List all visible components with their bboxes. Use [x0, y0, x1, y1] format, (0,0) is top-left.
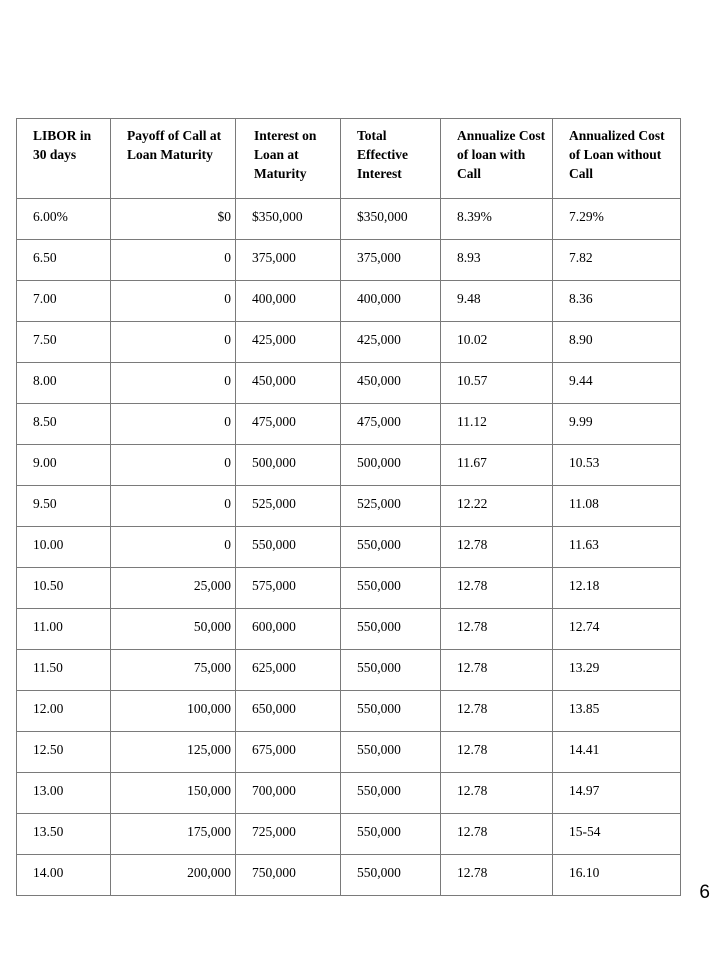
cost-without-call-cell: 11.63: [553, 527, 681, 568]
header-cost-without-call: Annualized Cost of Loan without Call: [553, 119, 681, 199]
libor-cell: 12.50: [17, 732, 111, 773]
table-row: [17, 363, 681, 404]
interest-cell: 675,000: [236, 732, 341, 773]
table-body: [17, 199, 681, 896]
total-interest-cell: 550,000: [341, 527, 441, 568]
call-payoff-cell: 100,000: [111, 691, 236, 732]
interest-cell: 700,000: [236, 773, 341, 814]
table-row: [17, 199, 681, 240]
cost-without-call-cell: 12.74: [553, 609, 681, 650]
interest-cell: 525,000: [236, 486, 341, 527]
total-interest-cell: 550,000: [341, 609, 441, 650]
cost-with-call-cell: 12.22: [441, 486, 553, 527]
libor-cell: 13.50: [17, 814, 111, 855]
interest-cell: 650,000: [236, 691, 341, 732]
cost-without-call-cell: 13.85: [553, 691, 681, 732]
cost-with-call-cell: 10.57: [441, 363, 553, 404]
interest-cell: 750,000: [236, 855, 341, 896]
cost-without-call-cell: 14.41: [553, 732, 681, 773]
cost-without-call-cell: 9.99: [553, 404, 681, 445]
interest-cell: 400,000: [236, 281, 341, 322]
interest-cell: 375,000: [236, 240, 341, 281]
header-interest-on-loan: Interest on Loan at Maturity: [236, 119, 341, 199]
libor-cell: 11.50: [17, 650, 111, 691]
libor-cell: 9.50: [17, 486, 111, 527]
libor-cell: 7.50: [17, 322, 111, 363]
cost-with-call-cell: 12.78: [441, 732, 553, 773]
call-payoff-cell: 50,000: [111, 609, 236, 650]
page-number: 6: [699, 882, 710, 903]
table-row: [17, 486, 681, 527]
table-row: [17, 691, 681, 732]
header-call-payoff: Payoff of Call at Loan Maturity: [111, 119, 236, 199]
call-payoff-cell: 0: [111, 363, 236, 404]
table-row: [17, 814, 681, 855]
cost-with-call-cell: 12.78: [441, 609, 553, 650]
call-payoff-cell: 200,000: [111, 855, 236, 896]
loan-cost-table: [16, 118, 681, 896]
libor-cell: 6.50: [17, 240, 111, 281]
call-payoff-cell: 150,000: [111, 773, 236, 814]
table-row: [17, 527, 681, 568]
cost-with-call-cell: 11.12: [441, 404, 553, 445]
total-interest-cell: 475,000: [341, 404, 441, 445]
total-interest-cell: 550,000: [341, 650, 441, 691]
table-row: [17, 322, 681, 363]
cost-without-call-cell: 16.10: [553, 855, 681, 896]
call-payoff-cell: 0: [111, 281, 236, 322]
total-interest-cell: 375,000: [341, 240, 441, 281]
libor-cell: 9.00: [17, 445, 111, 486]
total-interest-cell: 550,000: [341, 732, 441, 773]
total-interest-cell: $350,000: [341, 199, 441, 240]
libor-cell: 10.00: [17, 527, 111, 568]
interest-cell: 600,000: [236, 609, 341, 650]
cost-with-call-cell: 11.67: [441, 445, 553, 486]
cost-with-call-cell: 8.39%: [441, 199, 553, 240]
interest-cell: $350,000: [236, 199, 341, 240]
cost-with-call-cell: 8.93: [441, 240, 553, 281]
table-row: [17, 240, 681, 281]
call-payoff-cell: $0: [111, 199, 236, 240]
cost-with-call-cell: 12.78: [441, 650, 553, 691]
cost-without-call-cell: 14.97: [553, 773, 681, 814]
libor-cell: 8.50: [17, 404, 111, 445]
interest-cell: 625,000: [236, 650, 341, 691]
header-cost-with-call: Annualize Cost of loan with Call: [441, 119, 553, 199]
cost-without-call-cell: 11.08: [553, 486, 681, 527]
cost-with-call-cell: 12.78: [441, 855, 553, 896]
call-payoff-cell: 25,000: [111, 568, 236, 609]
total-interest-cell: 400,000: [341, 281, 441, 322]
cost-without-call-cell: 15-54: [553, 814, 681, 855]
header-libor: LIBOR in 30 days: [17, 119, 111, 199]
cost-without-call-cell: 7.29%: [553, 199, 681, 240]
libor-cell: 6.00%: [17, 199, 111, 240]
call-payoff-cell: 0: [111, 445, 236, 486]
cost-with-call-cell: 12.78: [441, 691, 553, 732]
call-payoff-cell: 0: [111, 322, 236, 363]
cost-with-call-cell: 10.02: [441, 322, 553, 363]
cost-without-call-cell: 8.36: [553, 281, 681, 322]
total-interest-cell: 550,000: [341, 814, 441, 855]
cost-without-call-cell: 8.90: [553, 322, 681, 363]
libor-cell: 7.00: [17, 281, 111, 322]
call-payoff-cell: 0: [111, 240, 236, 281]
total-interest-cell: 550,000: [341, 773, 441, 814]
table-row: [17, 568, 681, 609]
cost-with-call-cell: 9.48: [441, 281, 553, 322]
table-row: [17, 281, 681, 322]
cost-with-call-cell: 12.78: [441, 527, 553, 568]
interest-cell: 575,000: [236, 568, 341, 609]
libor-cell: 12.00: [17, 691, 111, 732]
table-row: [17, 609, 681, 650]
total-interest-cell: 550,000: [341, 855, 441, 896]
total-interest-cell: 550,000: [341, 568, 441, 609]
libor-cell: 11.00: [17, 609, 111, 650]
call-payoff-cell: 0: [111, 404, 236, 445]
header-total-effective-interest: Total Effective Interest: [341, 119, 441, 199]
cost-with-call-cell: 12.78: [441, 568, 553, 609]
total-interest-cell: 450,000: [341, 363, 441, 404]
table-row: [17, 773, 681, 814]
table-row: [17, 650, 681, 691]
interest-cell: 500,000: [236, 445, 341, 486]
call-payoff-cell: 0: [111, 527, 236, 568]
libor-cell: 10.50: [17, 568, 111, 609]
cost-without-call-cell: 7.82: [553, 240, 681, 281]
cost-without-call-cell: 13.29: [553, 650, 681, 691]
total-interest-cell: 525,000: [341, 486, 441, 527]
call-payoff-cell: 175,000: [111, 814, 236, 855]
call-payoff-cell: 0: [111, 486, 236, 527]
cost-without-call-cell: 10.53: [553, 445, 681, 486]
total-interest-cell: 500,000: [341, 445, 441, 486]
libor-cell: 14.00: [17, 855, 111, 896]
total-interest-cell: 425,000: [341, 322, 441, 363]
cost-without-call-cell: 9.44: [553, 363, 681, 404]
libor-cell: 8.00: [17, 363, 111, 404]
interest-cell: 425,000: [236, 322, 341, 363]
interest-cell: 725,000: [236, 814, 341, 855]
table-row: [17, 855, 681, 896]
call-payoff-cell: 75,000: [111, 650, 236, 691]
table-row: [17, 732, 681, 773]
interest-cell: 475,000: [236, 404, 341, 445]
call-payoff-cell: 125,000: [111, 732, 236, 773]
total-interest-cell: 550,000: [341, 691, 441, 732]
cost-with-call-cell: 12.78: [441, 773, 553, 814]
table-header-row: [17, 119, 681, 199]
table-row: [17, 445, 681, 486]
interest-cell: 450,000: [236, 363, 341, 404]
table-row: [17, 404, 681, 445]
cost-with-call-cell: 12.78: [441, 814, 553, 855]
cost-without-call-cell: 12.18: [553, 568, 681, 609]
libor-cell: 13.00: [17, 773, 111, 814]
interest-cell: 550,000: [236, 527, 341, 568]
